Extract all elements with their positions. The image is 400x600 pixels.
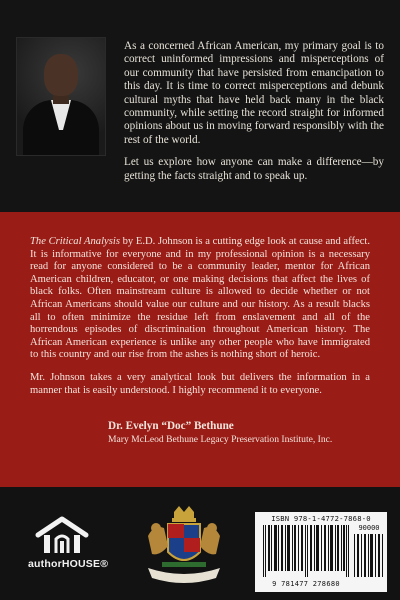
authorhouse-house-book-icon	[34, 515, 90, 555]
addon-barcode-icon	[354, 534, 384, 577]
photo-head	[44, 54, 78, 96]
intro-paragraph-1: As a concerned African American, my primary goal is to correct uninformed impressions and misperceptions of our community that have persisted from emancipation to this day. It is time to correct misperceptions and debunk cultural myths that have held back many in the black community, while setting the record straight for informed opinions about us in moving forward responsibly with the rest of the world.	[124, 40, 384, 146]
review-paragraph-1-text: by E.D. Johnson is a cutting edge look at cause and affect. It is informative for everyone and in my professional opinion is a necessary read for anyone considered to be a community leader, mentor for African American children, educator, or one making decisions that affect the lives of black folks. Often mainstream culture is allowed to decide whether or not African Americans should value our culture and our history. As a result blacks all to often minimize the residue left from enslavement and all of the horrendous episodes of discrimination throughout American history. The African American experience is unlike any other people who have immigrated to this country and our rise from the ashes is nothing short of heroic.	[30, 236, 370, 361]
review-book-title: The Critical Analysis	[30, 236, 120, 247]
ean-number: 9 781477 278680	[272, 580, 340, 588]
isbn-text: ISBN 978-1-4772-7868-0	[271, 514, 371, 523]
review-signature	[108, 420, 398, 445]
barcode-addon-number: 90000	[358, 524, 380, 532]
author-photo	[16, 37, 106, 156]
signature-name: Dr. Evelyn “Doc” Bethune	[108, 420, 234, 432]
coat-of-arms-crest-icon	[138, 506, 230, 592]
review-paragraph-2: Mr. Johnson takes a very analytical look but delivers the information in a manner that is easily understood. I highly recommend it to everyone.	[30, 371, 370, 396]
review-paragraph-1	[30, 236, 370, 362]
intro-paragraph-2: Let us explore how anyone can make a difference—by getting the facts straight and to speak up.	[124, 156, 384, 182]
publisher-logo-text: authorHOUSE®	[28, 558, 109, 570]
review-text	[30, 236, 370, 407]
signature-institution: Mary McLeod Bethune Legacy Preservation Institute, Inc.	[108, 434, 333, 445]
ean-barcode-icon	[263, 525, 349, 577]
intro-text	[124, 40, 384, 192]
